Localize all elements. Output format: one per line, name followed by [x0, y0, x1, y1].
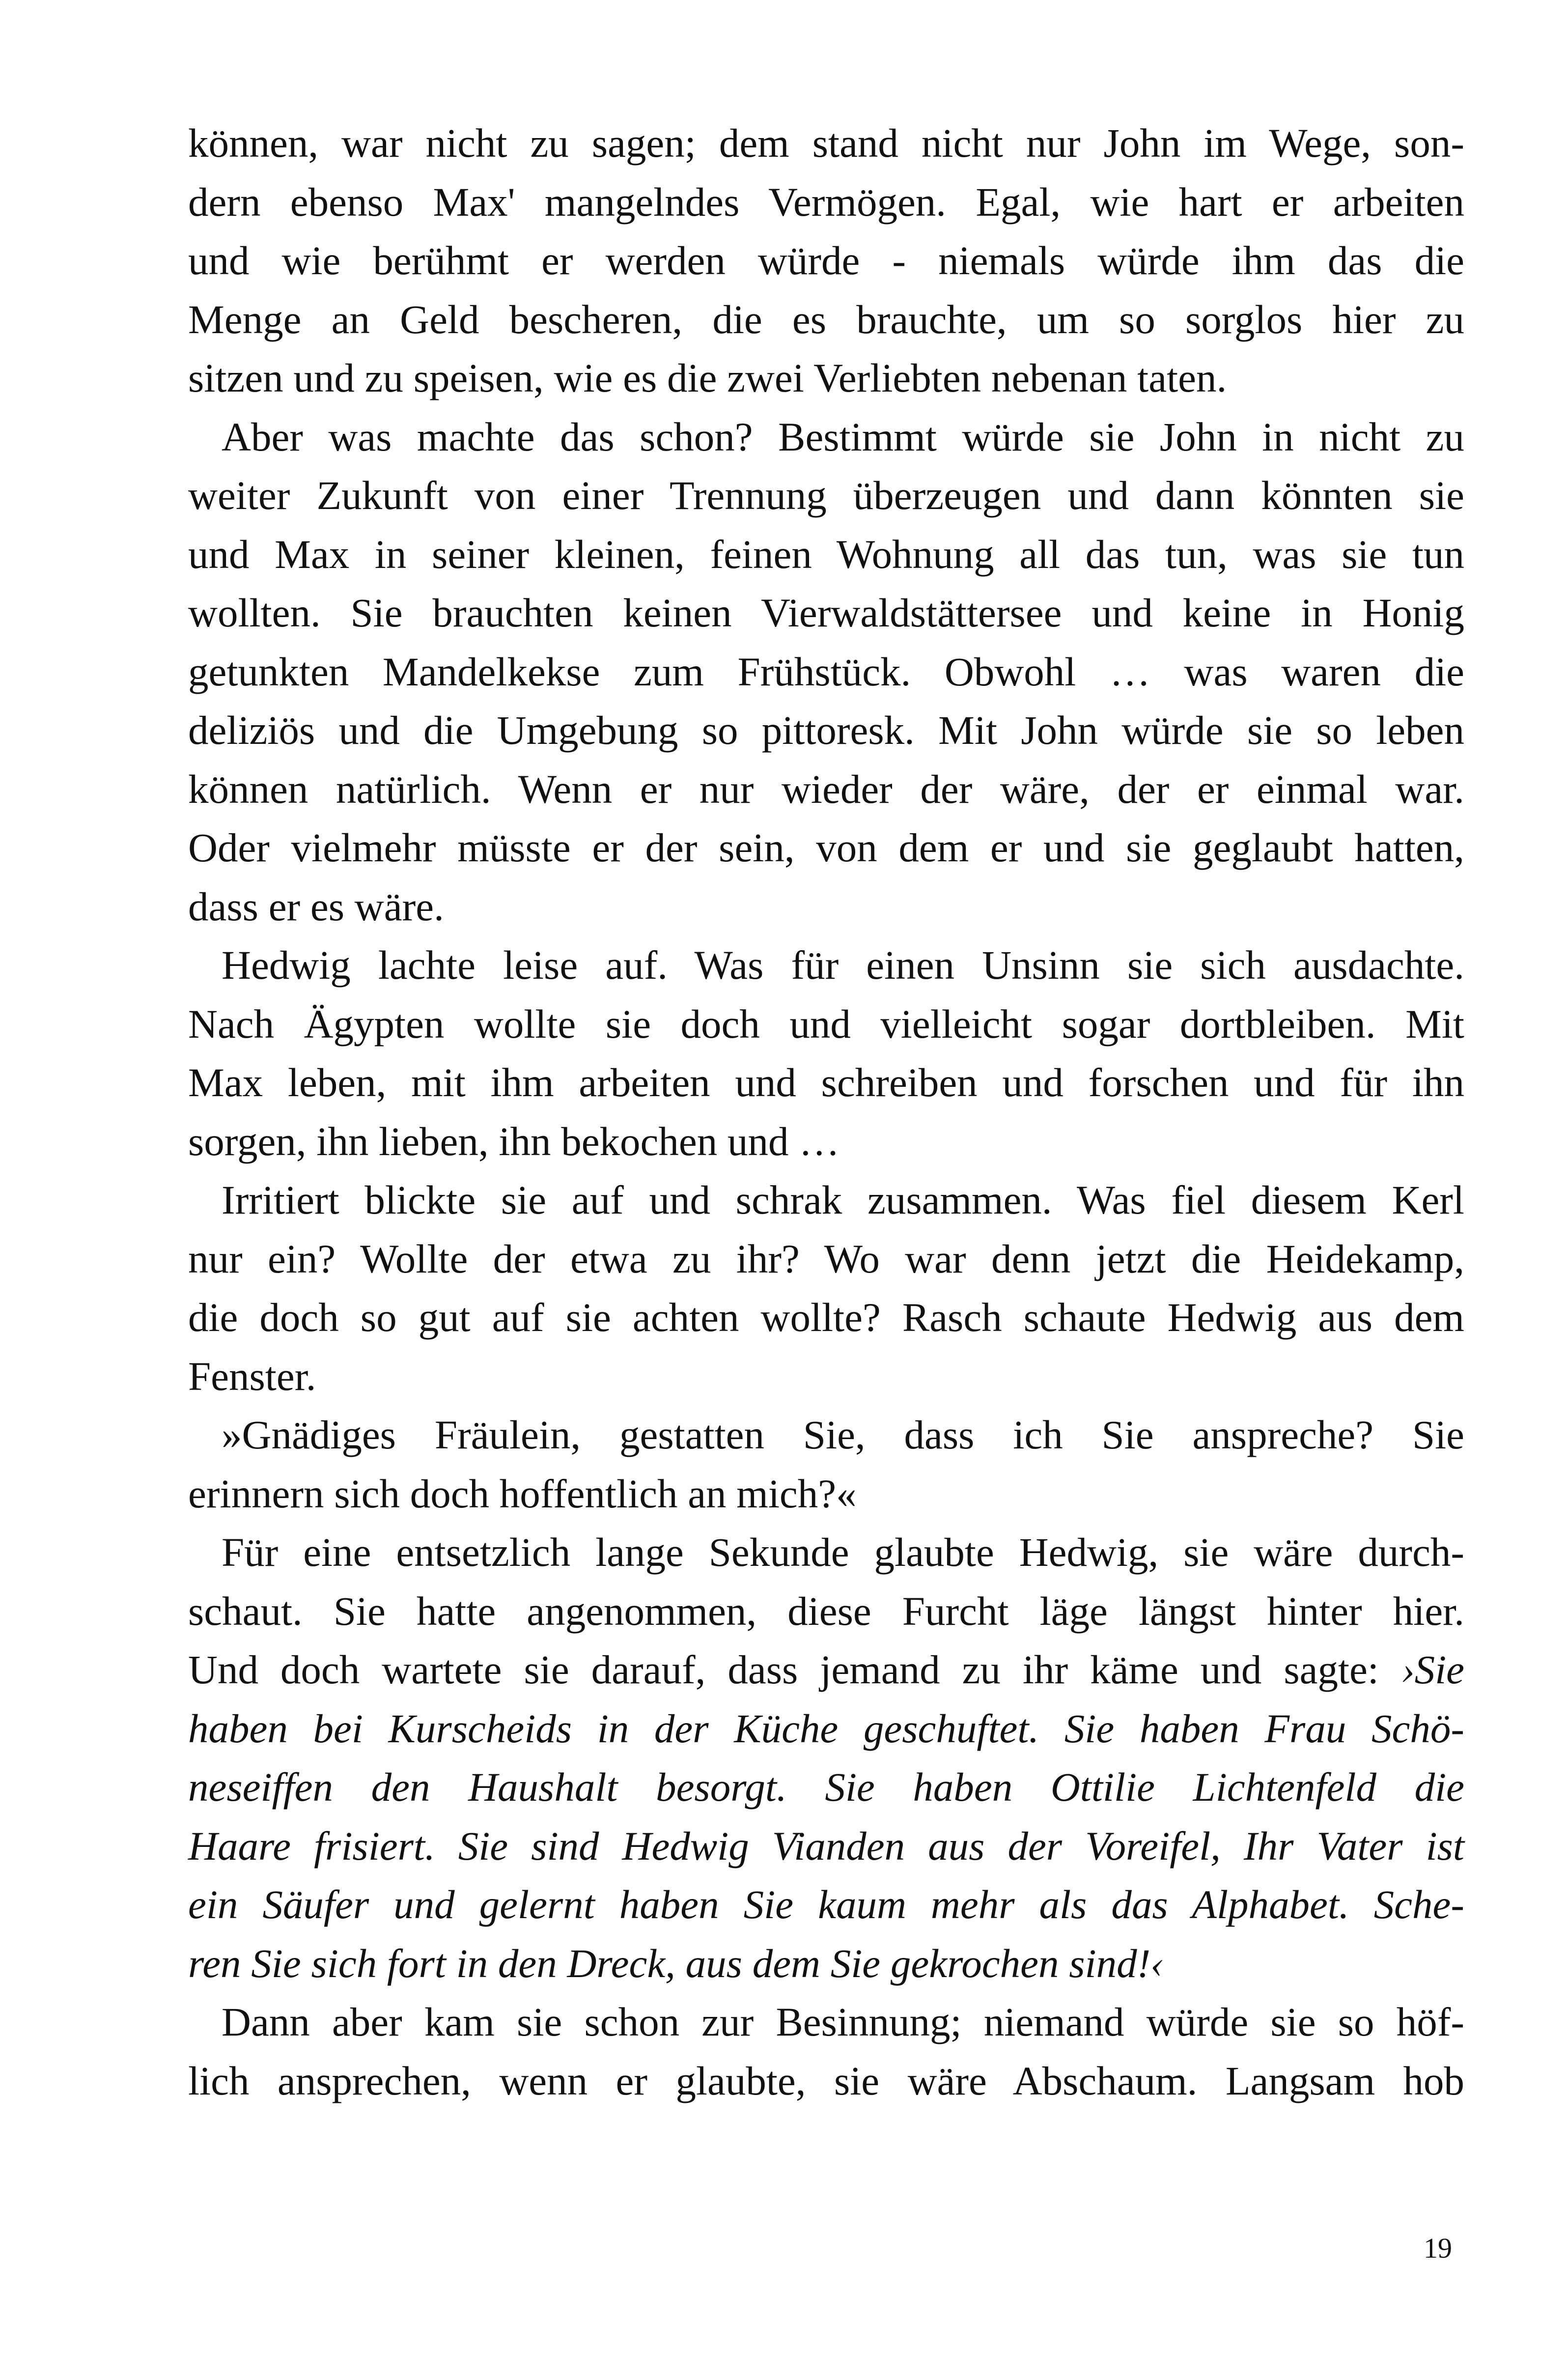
text-line: können natürlich. Wenn er nur wieder der wäre, der er einmal war. [188, 766, 1464, 812]
text-line: weiter Zukunft von einer Trennung überzeugen und dann könnten sie [188, 473, 1464, 518]
text-line: Max leben, mit ihm arbeiten und schreiben und forschen und für ihn [188, 1060, 1464, 1105]
text-line: Dann aber kam sie schon zur Besinnung; niemand würde sie so höf- [222, 1999, 1464, 2044]
text-line: dass er es wäre. [188, 883, 444, 929]
text-line: deliziös und die Umgebung so pittoresk. Mit John würde sie so leben [188, 708, 1464, 753]
text-line [188, 1641, 1464, 1700]
text-line: lich ansprechen, wenn er glaubte, sie wäre Abschaum. Langsam hob [188, 2058, 1464, 2103]
text-line: getunkten Mandelkekse zum Frühstück. Obwohl … was waren die [188, 649, 1464, 694]
page-number: 19 [1424, 2232, 1452, 2264]
text-line: Hedwig lachte leise auf. Was für einen Unsinn sie sich ausdachte. [222, 942, 1464, 988]
text-line: Nach Ägypten wollte sie doch und vielleicht sogar dortbleiben. Mit [188, 1001, 1464, 1047]
text-line: und Max in seiner kleinen, feinen Wohnung all das tun, was sie tun [188, 531, 1464, 577]
text-line: Fenster. [188, 1353, 316, 1399]
italic-text-line: Haare frisiert. Sie sind Hedwig Vianden aus der Voreifel, Ihr Vater ist [188, 1823, 1464, 1869]
text-line: schaut. Sie hatte angenommen, diese Furcht läge längst hinter hier. [188, 1588, 1464, 1634]
text-line: Oder vielmehr müsste er der sein, von dem er und sie geglaubt hatten, [188, 825, 1464, 870]
italic-text-segment: ›Sie [1400, 1647, 1464, 1692]
italic-text-line: ren Sie sich fort in den Dreck, aus dem Sie gekrochen sind!‹ [188, 1940, 1164, 1986]
text-segment: Und doch wartete sie darauf, dass jemand zu ihr käme und sagte: [188, 1647, 1401, 1692]
text-line: nur ein? Wollte der etwa zu ihr? Wo war denn jetzt die Heidekamp, [188, 1236, 1464, 1281]
text-line: Irritiert blickte sie auf und schrak zusammen. Was fiel diesem Kerl [222, 1177, 1464, 1222]
italic-text-line: haben bei Kurscheids in der Küche geschuftet. Sie haben Frau Schö- [188, 1705, 1464, 1751]
text-line: und wie berühmt er werden würde - niemals würde ihm das die [188, 238, 1464, 283]
italic-text-line: ein Säufer und gelernt haben Sie kaum mehr als das Alphabet. Sche- [188, 1882, 1464, 1927]
text-line: wollten. Sie brauchten keinen Vierwaldstättersee und keine in Honig [188, 590, 1464, 635]
text-line: dern ebenso Max' mangelndes Vermögen. Egal, wie hart er arbeiten [188, 179, 1464, 225]
text-line: »Gnädiges Fräulein, gestatten Sie, dass ich Sie anspreche? Sie [222, 1412, 1464, 1457]
text-line: Menge an Geld bescheren, die es brauchte, um so sorglos hier zu [188, 296, 1464, 342]
text-line: die doch so gut auf sie achten wollte? Rasch schaute Hedwig aus dem [188, 1295, 1464, 1340]
text-line: erinnern sich doch hoffentlich an mich?« [188, 1471, 857, 1516]
book-page-body [188, 114, 1464, 2110]
italic-text-line: neseiffen den Haushalt besorgt. Sie haben Ottilie Lichtenfeld die [188, 1764, 1464, 1810]
text-line: können, war nicht zu sagen; dem stand nicht nur John im Wege, son- [188, 120, 1464, 166]
text-line: sorgen, ihn lieben, ihn bekochen und … [188, 1118, 840, 1164]
text-line: Aber was machte das schon? Bestimmt würde sie John in nicht zu [222, 414, 1464, 459]
text-line: Für eine entsetzlich lange Sekunde glaubte Hedwig, sie wäre durch- [222, 1530, 1464, 1575]
text-line: sitzen und zu speisen, wie es die zwei Verliebten nebenan taten. [188, 355, 1227, 400]
